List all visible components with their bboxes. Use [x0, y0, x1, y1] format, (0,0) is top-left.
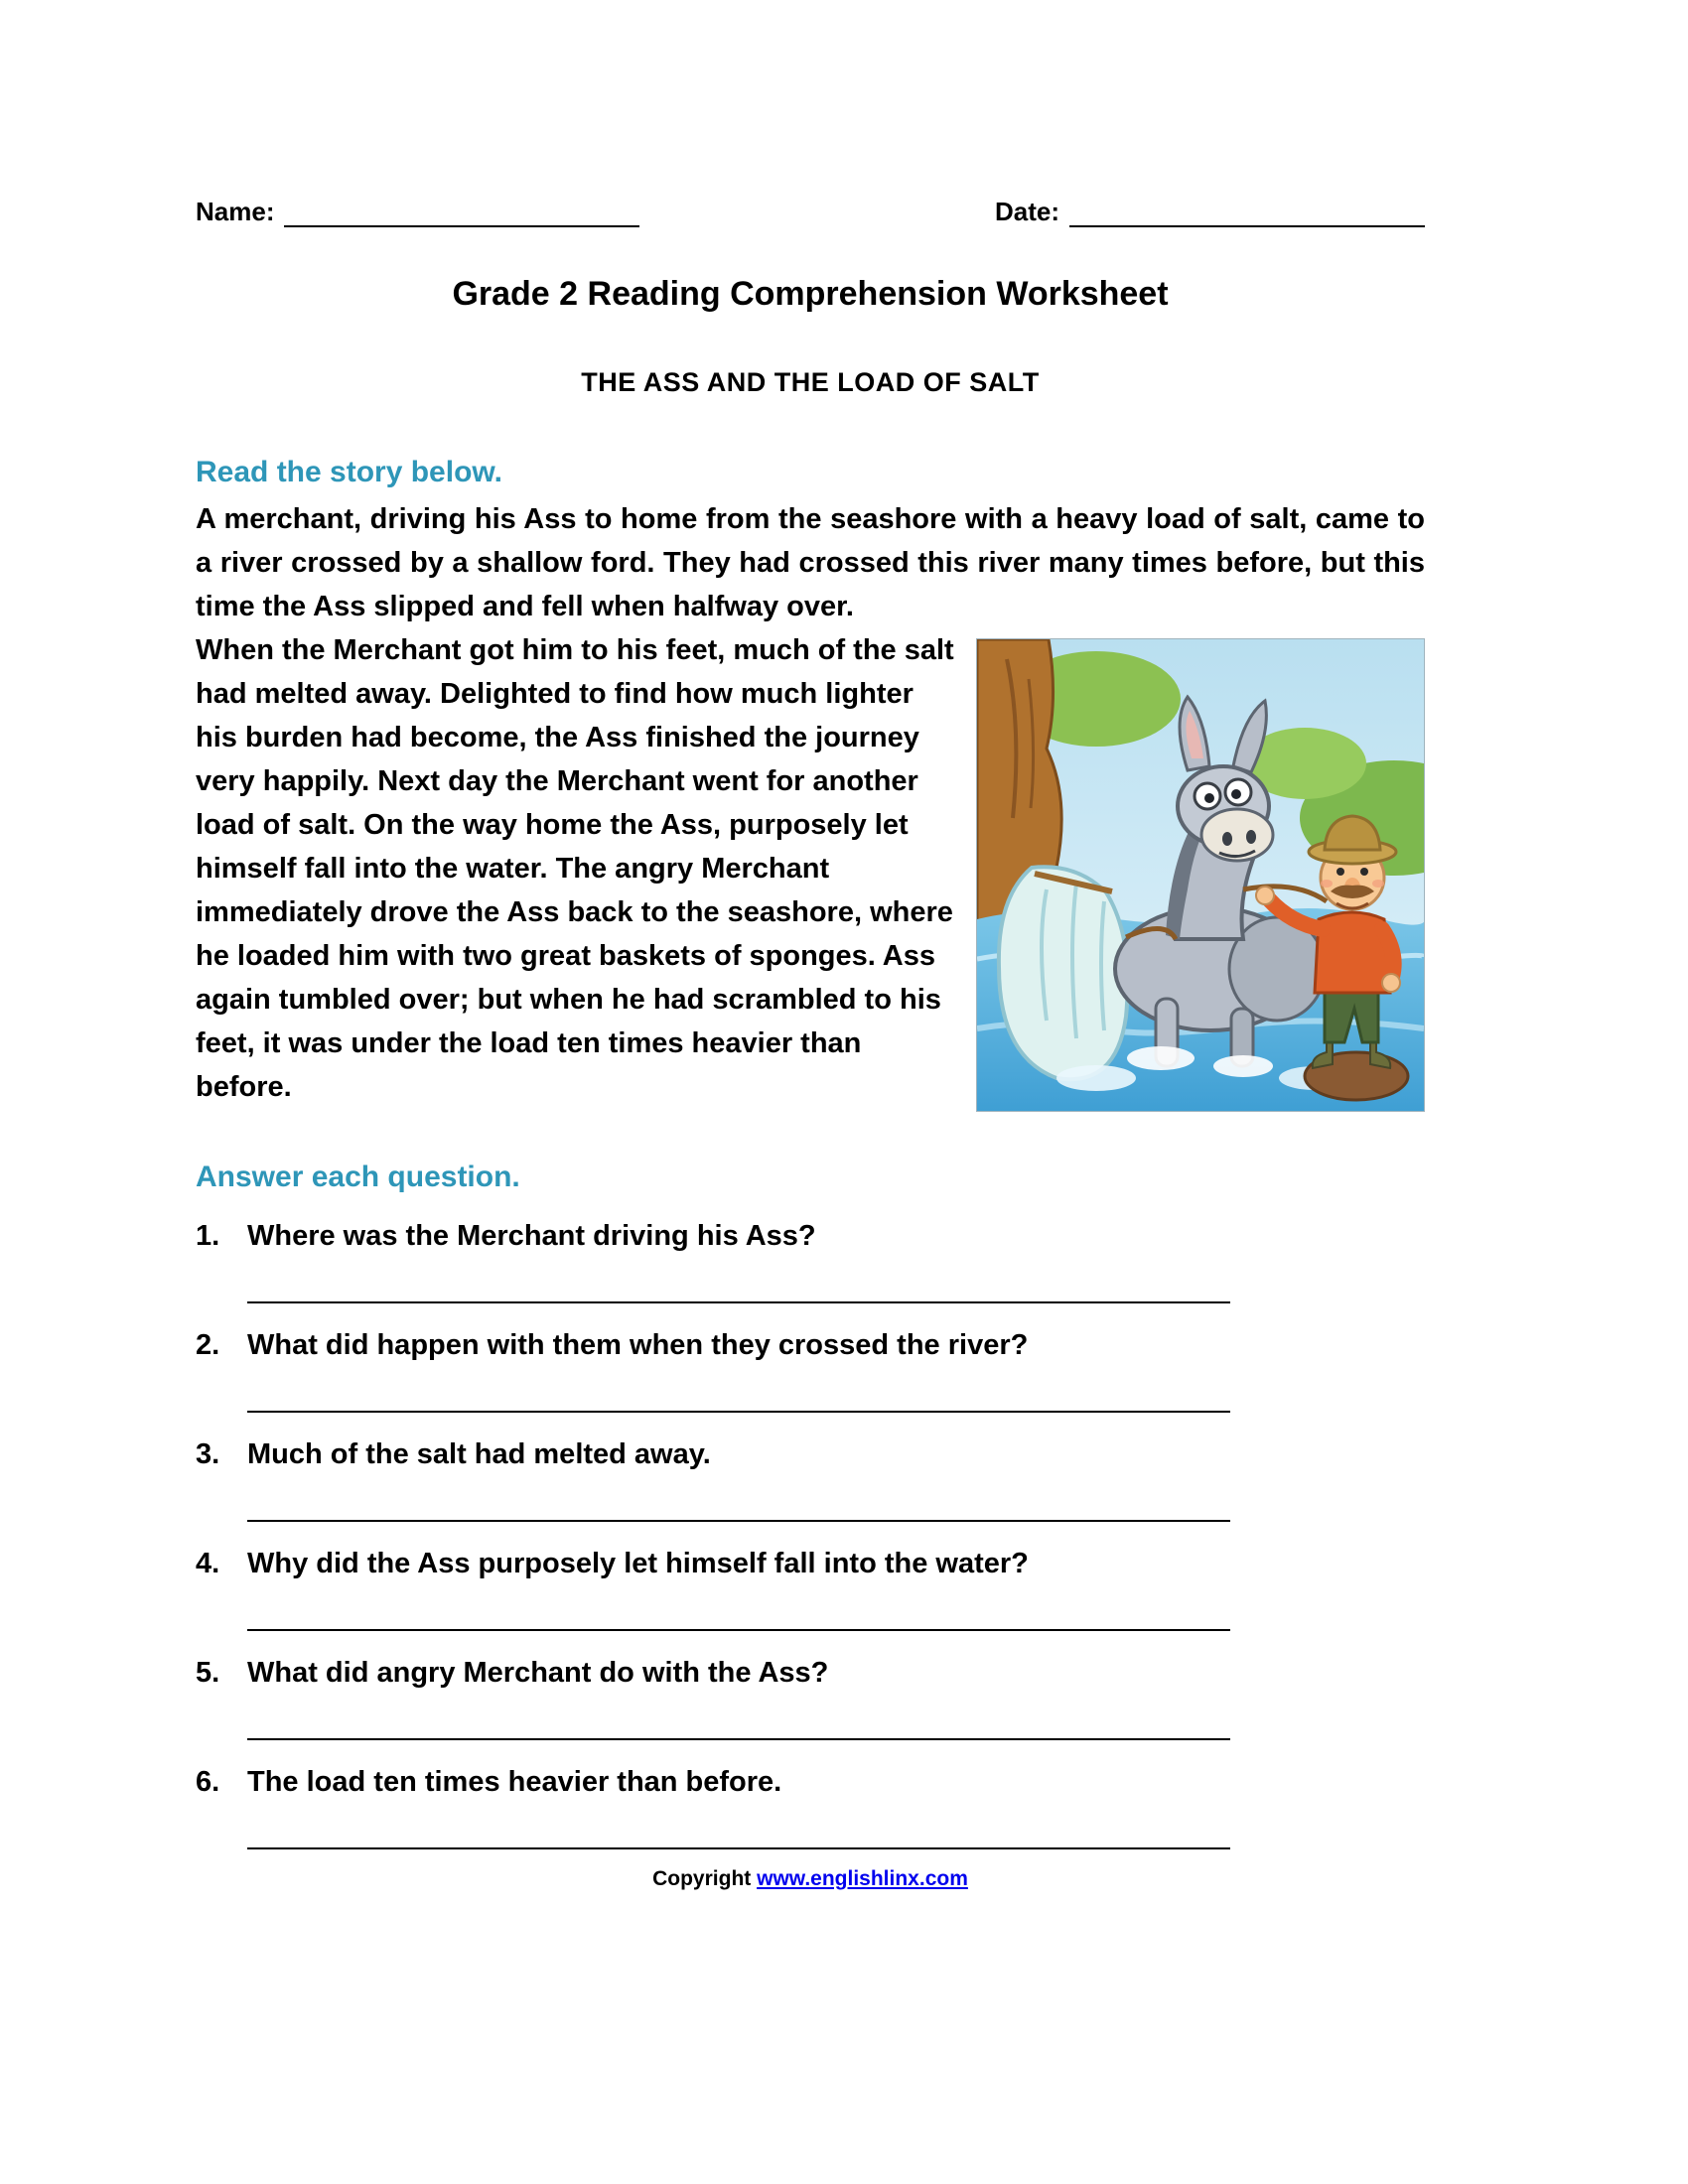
read-story-heading: Read the story below. [196, 456, 502, 488]
question-4-answer-line [247, 1629, 1230, 1631]
date-blank-line [1069, 198, 1425, 227]
question-5-text: What did angry Merchant do with the Ass? [247, 1657, 829, 1689]
question-2 [196, 1325, 1425, 1413]
question-4-text: Why did the Ass purposely let himself fall into the water? [247, 1548, 1029, 1579]
question-6-answer-line [247, 1847, 1230, 1849]
copyright-label: Copyright [652, 1867, 758, 1890]
answer-questions-heading: Answer each question. [196, 1160, 520, 1193]
question-5-answer-line [247, 1738, 1230, 1740]
story-text [196, 497, 1425, 1109]
question-1-answer-line [247, 1301, 1230, 1303]
date-field [995, 197, 1425, 227]
header-row [196, 197, 1425, 227]
donkey-river-illustration [976, 638, 1425, 1112]
question-1-number: 1. [196, 1220, 220, 1252]
sponge-sack [999, 867, 1128, 1079]
illustration-svg [977, 639, 1424, 1111]
question-5-number: 5. [196, 1657, 220, 1689]
question-1 [196, 1216, 1425, 1303]
question-6 [196, 1762, 1425, 1849]
question-4 [196, 1544, 1425, 1631]
name-blank-line [284, 198, 639, 227]
date-label: Date: [994, 197, 1059, 226]
question-4-number: 4. [196, 1548, 220, 1579]
question-2-text: What did happen with them when they crossed the river? [247, 1329, 1029, 1361]
story-paragraph-1: A merchant, driving his Ass to home from the seashore with a heavy load of salt, came to a river crossed by a shallow ford. They had crossed this river many times before, but this time the Ass slipped and fell when halfway over. [196, 503, 1425, 622]
question-1-text: Where was the Merchant driving his Ass? [247, 1220, 816, 1252]
question-6-number: 6. [196, 1766, 220, 1798]
question-3-answer-line [247, 1520, 1230, 1522]
name-label: Name: [196, 197, 275, 226]
question-5 [196, 1653, 1425, 1740]
question-2-answer-line [247, 1411, 1230, 1413]
question-3-text: Much of the salt had melted away. [247, 1438, 711, 1470]
questions-section [196, 1160, 1425, 1849]
question-3 [196, 1434, 1425, 1522]
question-2-number: 2. [196, 1329, 220, 1361]
footer [196, 1867, 1425, 1891]
story-title: THE ASS AND THE LOAD OF SALT [581, 367, 1040, 397]
story-paragraph-2-text: When the Merchant got him to his feet, much of the salt had melted away. Delighted to find how much lighter his burden had become, the Ass finished the journey very happily. Next day the Merchant went for another load of salt. On the way home the Ass, purposely let himself fall into the water. The angry Merchant immediately drove the Ass back to the seashore, where he loaded him with two great baskets of sponges. Ass again tumbled over; but when he had scrambled to his feet, it was under the load ten times heavier than before. [196, 634, 954, 1103]
question-6-text: The load ten times heavier than before. [247, 1766, 782, 1798]
englishlinx-link[interactable]: www.englishlinx.com [757, 1867, 968, 1890]
story-paragraph-2 [196, 628, 1425, 1109]
question-3-number: 3. [196, 1438, 220, 1470]
page-title: Grade 2 Reading Comprehension Worksheet [452, 275, 1169, 313]
name-field [196, 197, 639, 227]
